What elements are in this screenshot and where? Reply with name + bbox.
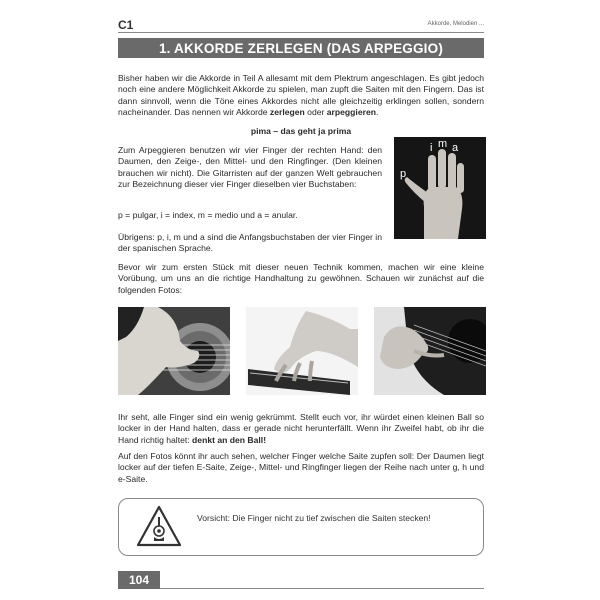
guitar-photo-3 [374,307,486,395]
hand-photo [394,137,486,239]
guitar-photo-2 [246,307,358,395]
subheading: pima – das geht ja prima [250,126,352,136]
section-label: Akkorde, Melodien ... [427,21,484,27]
finger-definition: p = pulgar, i = index, m = medio und a = anular. [118,210,298,220]
hand-label-i: i [430,142,433,154]
finger-paragraph: Zum Arpeggieren benutzen wir vier Finger der rechten Hand: den Daumen, den Zeige-, den Mittel- und den Ringfinger. (Den kleinen brauchen wir nicht). Die Gitarristen auf der ganzen Welt gebrauchen zur Bezeichnung dieser vier Finger dieselben vier Buchstaben: [118,145,382,190]
footer-rule [160,588,484,589]
chapter-label: C1 [118,18,134,32]
warning-box [118,498,484,556]
strings-paragraph: Auf den Fotos könnt ihr auch sehen, welcher Finger welche Saite zupfen soll: Der Daumen liegt locker auf der tiefen E-Saite, Zeige-, Mittel- und Ringfinger liegen der Reihe nach unter g, h und e-Saite. [118,451,484,484]
ball-paragraph: Ihr seht, alle Finger sind ein wenig gekrümmt. Stellt euch vor, ihr würdet einen kleinen Ball so locker in der Hand halten, dass er gerade nicht herunterfällt. Wenn ihr Zweifel habt, ob ihr die Hand richtig haltet: denkt an den Ball! [118,412,484,445]
hand-label-a: a [452,142,459,154]
intro-paragraph: Bisher haben wir die Akkorde in Teil A allesamt mit dem Plektrum angeschlagen. Es gibt jedoch noch eine andere Möglichkeit Akkorde zu spielen, man zupft die Saiten mit den Fingern. Das ist dann sinnvoll, wenn die Töne eines Akkordes nicht alle gleichzeitig erklingen sollen, sondern nacheinander. Das nennen wir Akkorde zerlegen oder arpeggieren. [118,73,484,118]
preparation-paragraph: Bevor wir zum ersten Stück mit dieser neuen Technik kommen, machen wir eine kleine Vorübung, um uns an die richtige Handhaltung zu gewöhnen. Schauen wir zunächst auf die folgenden Fotos: [118,262,484,295]
hand-label-m: m [438,138,448,150]
page-number: 104 [118,571,160,589]
section-title: 1. AKKORDE ZERLEGEN (DAS ARPEGGIO) [118,38,484,58]
guitar-photo-1 [118,307,230,395]
warning-text: Vorsicht: Die Finger nicht zu tief zwischen die Saiten stecken! [197,513,431,523]
page-header [118,18,484,33]
hand-label-p: p [400,168,407,180]
spanish-note: Übrigens: p, i, m und a sind die Anfangsbuchstaben der vier Finger in der spanischen Sprache. [118,232,382,254]
warning-icon [135,504,183,548]
